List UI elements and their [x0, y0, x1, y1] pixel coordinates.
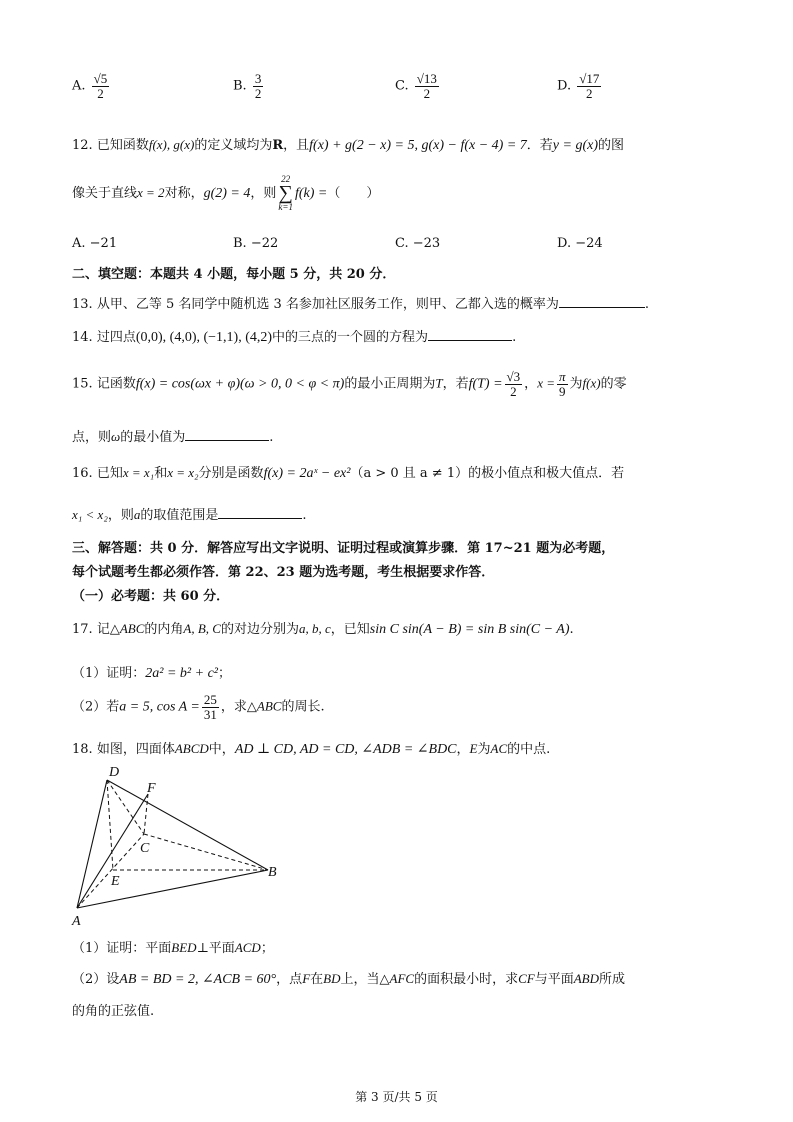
text: 与平面	[534, 972, 574, 987]
q12-option-d	[557, 236, 603, 251]
page-footer: 第 3 页/共 5 页	[355, 1090, 438, 1104]
fraction: $\frac{√13}{2}$	[416, 71, 437, 101]
math: AD ⊥ CD, AD = CD, ∠ADB = ∠BDC	[234, 742, 457, 757]
text: .	[269, 430, 274, 445]
text: 对称，	[164, 186, 204, 201]
math: AC	[490, 741, 508, 756]
text: 的周长.	[281, 699, 325, 715]
text: （1）证明：平面	[72, 941, 172, 956]
label-f: F	[147, 781, 156, 796]
q18-part1	[72, 937, 274, 956]
math: △AFC	[379, 971, 415, 986]
edge-cb	[144, 834, 268, 870]
q17-part1	[72, 662, 231, 682]
answer-blank[interactable]	[185, 440, 269, 441]
text: 为	[477, 742, 491, 757]
edge-db	[107, 780, 268, 870]
fraction: $\frac{√17}{2}$	[579, 71, 600, 101]
q18-part2-line1	[72, 968, 625, 988]
text: 的对边分别为	[220, 622, 299, 637]
edge-de	[107, 780, 113, 870]
question-number: 14.	[72, 330, 93, 345]
q13	[72, 293, 649, 312]
text: .	[569, 622, 574, 637]
fraction: $\frac{25}{31}$	[203, 692, 217, 722]
text: ，若	[442, 376, 469, 392]
math: ω	[111, 429, 121, 444]
section-3-line2: 每个试题考生都必须作答．第 22、23 题为选考题，考生根据要求作答．	[72, 565, 495, 580]
text: 的最小值为	[120, 430, 186, 445]
edge-dc	[107, 780, 144, 834]
text: 的极小值点和极大值点．若	[468, 466, 625, 481]
label-c: C	[140, 841, 150, 856]
text: （2）设	[72, 972, 120, 987]
option-label: A.	[72, 78, 86, 94]
option: D. −24	[557, 236, 603, 251]
text: ，点	[276, 972, 303, 987]
math: ABCD	[174, 741, 209, 756]
q12-option-c	[395, 236, 440, 251]
text: 的定义域均为	[194, 138, 273, 153]
math: x₁ < x₂	[72, 507, 108, 522]
text: 和	[154, 466, 168, 481]
text: 已知	[96, 466, 123, 481]
text: ⊥	[196, 941, 209, 956]
answer-blank[interactable]	[559, 307, 645, 308]
text: 为	[569, 376, 583, 392]
text: 平面	[208, 941, 235, 956]
math: f(T) =	[468, 376, 503, 392]
math: x = 2	[137, 185, 165, 200]
option: C. −23	[395, 236, 441, 251]
text: 过四点	[96, 330, 136, 345]
question-number: 18.	[72, 742, 93, 757]
text: ，则	[107, 508, 134, 523]
q12-option-b	[233, 236, 278, 251]
label-d: D	[109, 765, 120, 780]
question-number: 12.	[72, 138, 93, 153]
math: f(x) = 2aˣ − ex²	[263, 466, 351, 481]
q18-part2-line2	[72, 1000, 154, 1019]
math: sin C sin(A − B) = sin B sin(C − A)	[369, 622, 570, 637]
math: f(x), g(x)	[148, 137, 195, 152]
text: 的角的正弦值.	[72, 1004, 155, 1019]
section-3-line1: 三、解答题：共 0 分．解答应写出文字说明、证明过程或演算步骤．第 17~21 题为必考题，	[72, 541, 615, 556]
text: ，	[524, 376, 538, 392]
text: .	[302, 508, 307, 523]
text: ，	[456, 742, 470, 757]
math: x = x₂	[167, 465, 199, 480]
math: f(x) = cos(ωx + φ)(ω > 0, 0 < φ < π)	[135, 376, 345, 392]
edge-da	[77, 780, 107, 908]
text: ．若	[526, 138, 553, 153]
q17-stem	[72, 618, 574, 638]
math: g(2) = 4	[203, 186, 251, 201]
text: （a > 0 且 a ≠ 1）	[350, 466, 469, 481]
math: a	[133, 507, 141, 522]
option-label: C.	[395, 78, 409, 94]
math: ABD	[573, 971, 600, 986]
text: 的图	[598, 138, 625, 153]
text: 分别是函数	[198, 466, 264, 481]
text: 从甲、乙等 5 名同学中随机选 3 名参加社区服务工作，则甲、乙都入选的概率为	[96, 297, 559, 312]
label-e: E	[111, 874, 120, 889]
math: △ABC	[109, 621, 145, 636]
text: 的零	[600, 376, 627, 392]
text: ，求	[220, 699, 247, 715]
math: R	[272, 138, 284, 153]
math: A, B, C	[183, 621, 221, 636]
fraction: $\frac{√5}{2}$	[93, 71, 108, 101]
section-2-title: 二、填空题：本题共 4 小题，每小题 5 分，共 20 分．	[72, 267, 396, 282]
math: ACD	[234, 940, 261, 955]
text: 记函数	[96, 376, 136, 392]
text: 像关于直线	[72, 186, 138, 201]
math: a = 5, cos A =	[119, 699, 200, 715]
text: 的最小正周期为	[344, 376, 436, 392]
q12-line1	[72, 134, 624, 154]
label-a: A	[72, 914, 81, 929]
math: f(x)	[582, 375, 601, 391]
question-number: 16.	[72, 466, 93, 481]
text: .	[644, 297, 650, 312]
fraction: $\frac{√3}{2}$	[506, 369, 521, 399]
text: 如图，四面体	[96, 742, 175, 757]
text: ；	[260, 941, 274, 956]
q11-option-c	[395, 72, 441, 100]
math: E	[469, 741, 478, 756]
label-b: B	[268, 865, 277, 880]
math: BED	[171, 940, 197, 955]
math: BD	[323, 971, 341, 986]
math: AB = BD = 2, ∠ACB = 60°	[119, 972, 277, 987]
q12-option-a	[72, 236, 117, 251]
answer-paren: （ ）	[327, 186, 380, 201]
text: ，则	[250, 186, 277, 201]
text: 的内角	[144, 622, 184, 637]
text: 在	[310, 972, 324, 987]
text: ，已知	[330, 622, 370, 637]
option: B. −22	[233, 236, 279, 251]
math: 2a² = b² + c²	[145, 666, 218, 681]
text: （2）若	[72, 699, 120, 715]
edge-af	[77, 794, 148, 908]
math: F	[302, 971, 311, 986]
q17-part2	[72, 693, 325, 721]
sigma: ∑	[278, 182, 293, 204]
question-number: 17.	[72, 622, 93, 637]
section-3-line3: （一）必考题：共 60 分．	[72, 589, 230, 604]
text: 的取值范围是	[140, 508, 219, 523]
text: ，且	[283, 138, 310, 153]
text: ；	[217, 666, 231, 681]
math: CF	[518, 971, 535, 986]
text: 的中点.	[507, 742, 551, 757]
q16-line2	[72, 504, 307, 523]
q18-stem	[72, 738, 550, 758]
math: (0,0), (4,0), (−1,1), (4,2)	[135, 330, 273, 345]
text: 已知函数	[96, 138, 149, 153]
question-number: 15.	[72, 376, 93, 392]
text: 中，	[208, 742, 235, 757]
math: T	[435, 375, 443, 391]
option-label: B.	[233, 78, 247, 94]
q16-line1	[72, 462, 624, 482]
text: 点，则	[72, 430, 112, 445]
text: （1）证明：	[72, 666, 146, 681]
math: x =	[537, 375, 555, 391]
text: 中的三点的一个圆的方程为	[272, 330, 429, 345]
sum-bottom: k=1	[278, 202, 293, 212]
math: a, b, c	[299, 621, 331, 636]
tetrahedron-figure	[60, 760, 300, 932]
text: .	[512, 330, 517, 345]
fraction: $\frac{\pi}{9}$	[558, 369, 566, 399]
q15-line1	[72, 370, 627, 398]
question-number: 13.	[72, 297, 93, 312]
answer-blank[interactable]	[218, 518, 302, 519]
answer-blank[interactable]	[428, 340, 512, 341]
summation	[278, 175, 293, 212]
text: 的面积最小时，求	[414, 972, 519, 987]
sum-top: 22	[281, 174, 291, 184]
q11-option-d	[557, 72, 603, 100]
option-label: D.	[557, 78, 572, 94]
math: y = g(x)	[552, 138, 598, 153]
math: △ABC	[246, 698, 282, 714]
q11-option-b	[233, 72, 265, 100]
q15-line2	[72, 426, 273, 445]
q11-option-a	[72, 72, 111, 100]
math: x = x₁	[122, 465, 155, 480]
math: f(x) + g(2 − x) = 5, g(x) − f(x − 4) = 7	[309, 138, 527, 153]
q14	[72, 326, 516, 346]
fraction: $\frac{3}{2}$	[254, 71, 262, 101]
text: 所成	[599, 972, 626, 987]
text: 上，当	[340, 972, 380, 987]
math: f(k) =	[294, 186, 328, 201]
q12-line2	[72, 175, 379, 212]
option: A. −21	[72, 236, 118, 251]
text: 记	[96, 622, 110, 637]
